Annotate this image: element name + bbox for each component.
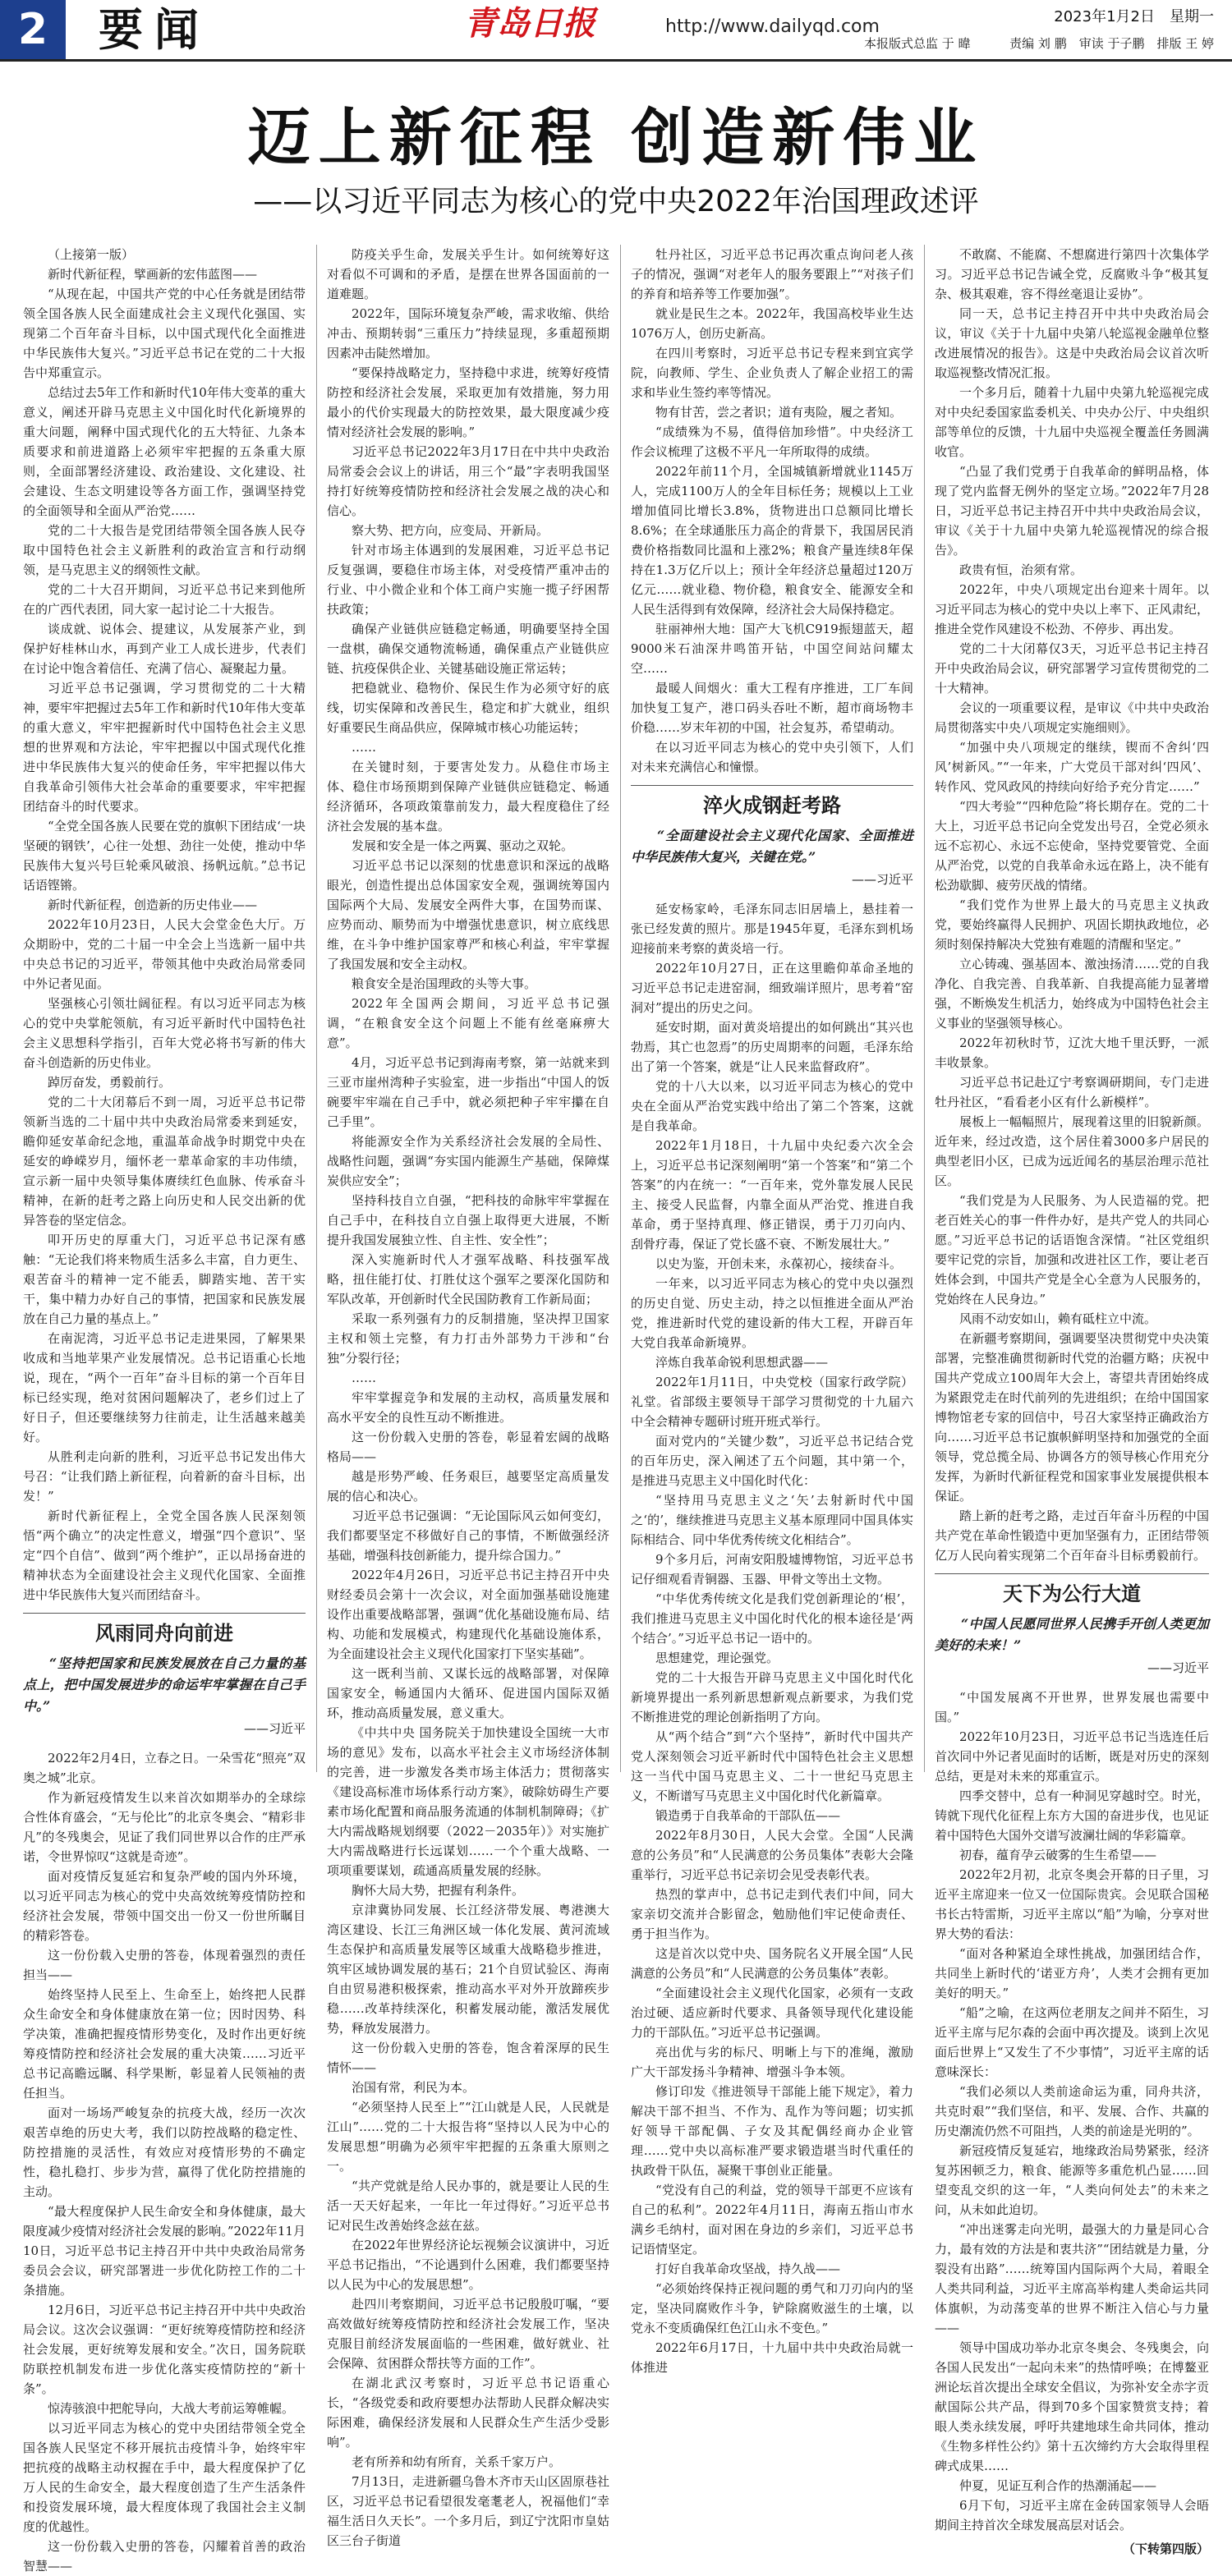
paragraph: 以史为鉴，开创未来，永葆初心，接续奋斗。 [655, 1256, 903, 1271]
paragraph: 立心铸魂、强基固本、激浊扬清……党的自我净化、自我完善、自我革新、自我提高能力显著增强，不断焕发生机活力，始终成为中国特色社会主义事业的坚强领导核心。 [935, 957, 1209, 1031]
paragraph: 2022年6月17日，十九届中共中央政治局就一体推进 [631, 2340, 913, 2375]
paragraph: 9个多月后，河南安阳殷墟博物馆，习近平总书记仔细观看青铜器、玉器、甲骨文等出土文物。 [631, 1552, 913, 1586]
column-divider [924, 245, 925, 1772]
paragraph: 风雨不动安如山，赖有砥柱立中流。 [959, 1311, 1157, 1326]
paragraph: 胸怀大局大势，把握有利条件。 [352, 1883, 525, 1898]
issue-date: 2023年1月2日 星期一 [1054, 8, 1214, 25]
header-rule [0, 59, 1232, 62]
paragraph: 在湖北武汉考察时，习近平总书记语重心长，“各级党委和政府要想办法帮助人民群众解决实际困难，确保经济发展和人民群众生产生活少受影响”。 [327, 2376, 609, 2450]
paragraph: “我们党作为世界上最大的马克思主义执政党，要始终赢得人民拥护、巩固长期执政地位，必须时刻保持解决大党独有难题的清醒和坚定。” [935, 898, 1209, 952]
paragraph: 党的二十大报告是党团结带领全国各族人民夺取中国特色社会主义新胜利的政治宣言和行动纲领，是马克思主义的纲领性文献。 [23, 523, 306, 577]
paragraph: 坚持科技自立自强，“把科技的命脉牢牢掌握在自己手中，在科技自立自强上取得更大进展，不断提升我国发展独立性、自主性、安全性”； [327, 1193, 609, 1247]
paragraph: 针对市场主体遇到的发展困难，习近平总书记反复强调，要稳住市场主体，对受疫情严重冲击的行业、中小微企业和个体工商户实施一揽子纾困帮扶政策； [327, 543, 609, 617]
paragraph: “党没有自己的利益，党的领导干部更不应该有自己的私利”。2022年4月11日，海南五指山市水满乡毛纳村，面对困在身边的乡亲们，习近平总书记语情坚定。 [631, 2183, 913, 2257]
subsection-box [935, 1573, 1209, 1678]
paragraph: “必须始终保持正视问题的勇气和刀刃向内的坚定，坚决同腐败作斗争，铲除腐败滋生的土壤，以党永不变质确保红色江山永不变色。” [631, 2281, 913, 2335]
paragraph: 面对一场场严峻复杂的抗疫大战，经历一次次艰苦卓绝的历史大考，我们以防控战略的稳定性、防控措施的灵活性，有效应对疫情形势的不确定性，稳扎稳打、步步为营，赢得了优化防控措施的主动。 [23, 2105, 306, 2199]
paragraph: 在2022年世界经济论坛视频会议演讲中，习近平总书记指出，“不论遇到什么困难，我们都要坚持以人民为中心的发展思想”。 [327, 2238, 609, 2292]
paragraph: “船”之喻，在这两位老朋友之间并不陌生，习近平主席与尼尔森的会面中再次提及。谈到上次见面后世界上“又发生了不少事情”，习近平主席的话意味深长： [935, 2005, 1209, 2079]
paragraph: 这是首次以党中央、国务院名义开展全国“人民满意的公务员”和“人民满意的公务员集体”表彰。 [631, 1946, 913, 1981]
paragraph: 会议的一项重要议程，是审议《中共中央政治局贯彻落实中央八项规定实施细则》。 [935, 700, 1209, 735]
column-divider [316, 245, 317, 1772]
paragraph: 习近平总书记强调：“无论国际风云如何变幻，我们都要坚定不移做好自己的事情，不断做强经济基础，增强科技创新能力，提升综合国力。” [327, 1508, 609, 1563]
paragraph: 展板上一幅幅照片，展现着这里的旧貌新颜。近年来，经过改造，这个居住着3000多户居民的典型老旧小区，已成为远近闻名的基层治理示范社区。 [935, 1114, 1209, 1188]
paragraph: 党的二十大召开期间，习近平总书记来到他所在的广西代表团，同大家一起讨论二十大报告。 [23, 582, 306, 617]
editor-credits: 责编 刘 鹏 审读 于子鹏 排版 王 婷 [1009, 36, 1214, 51]
paragraph: （上接第一版） [48, 247, 135, 262]
paragraph: 粮食安全是治国理政的头等大事。 [352, 976, 537, 991]
paragraph: “全党全国各族人民要在党的旗帜下团结成‘一块坚硬的钢铁’，心往一处想、劲往一处使，推动中华民族伟大复兴号巨轮乘风破浪、扬帆远航。”总书记话语铿锵。 [23, 819, 306, 893]
paragraph: 2022年2月初，北京冬奥会开幕的日子里，习近平主席迎来一位又一位国际贵宾。会见联合国秘书长古特雷斯，习近平主席以“船”为喻，分享对世界大势的看法： [935, 1867, 1209, 1941]
paragraph: 党的二十大闭幕后不到一周，习近平总书记带领新当选的二十届中共中央政治局常委来到延安，瞻仰延安革命纪念地，重温革命战争时期党中央在延安的峥嵘岁月，缅怀老一辈革命家的丰功伟绩，宣示新一届中央领导集体赓续红色血脉、传承奋斗精神，在新的赶考之路上向历史和人民交出新的优异答卷的坚定信念。 [23, 1095, 306, 1228]
paragraph: 将能源安全作为关系经济社会发展的全局性、战略性问题，强调“夯实国内能源生产基础，保障煤炭供应安全”； [327, 1134, 609, 1188]
paragraph: 2022年全国两会期间，习近平总书记强调，“在粮食安全这个问题上不能有丝毫麻痹大意”。 [327, 996, 609, 1050]
paragraph: 不敢腐、不能腐、不想腐进行第四十次集体学习。习近平总书记告诫全党，反腐败斗争“极其复杂、极其艰难，容不得丝毫退让妥协”。 [935, 247, 1209, 301]
quote-attribution: ——习近平 [1147, 1660, 1209, 1675]
paragraph: 政贵有恒，治须有常。 [959, 562, 1083, 577]
paragraph: 一年来，以习近平同志为核心的党中央以强烈的历史自觉、历史主动，持之以恒推进全面从严治党，推进新时代党的建设新的伟大工程，开辟百年大党自我革命新境界。 [631, 1276, 913, 1350]
paragraph: “成绩殊为不易，值得倍加珍惜”。中央经济工作会议梳理了这极不平凡一年所取得的成绩。 [631, 425, 913, 459]
pull-quote: “全面建设社会主义现代化国家、全面推进中华民族伟大复兴，关键在党。” [631, 828, 913, 865]
subsection-title: 淬火成钢赶考路 [703, 794, 841, 817]
column-3 [631, 245, 913, 2375]
article-subtitle: ——以习近平同志为核心的党中央2022年治国理政述评 [253, 185, 979, 218]
paragraph: 叩开历史的厚重大门，习近平总书记深有感触：“无论我们将来物质生活多么丰富，自力更生、艰苦奋斗的精神一定不能丢，脚踏实地、苦干实干，集中精力办好自己的事情，把国家和民族发展放在自己力量的基点上。” [23, 1233, 306, 1326]
paragraph: “必须坚持人民至上”“江山就是人民，人民就是江山”……党的二十大报告将“坚持以人民为中心的发展思想”明确为必须牢牢把握的五条重大原则之一。 [327, 2100, 609, 2174]
logo-text: 青岛日报 [464, 4, 595, 43]
paragraph: 《中共中央 国务院关于加快建设全国统一大市场的意见》发布，以高水平社会主义市场经济体制的完善，进一步激发各类市场主体活力；贯彻落实《建设高标准市场体系行动方案》，破除妨碍生产要素市场化配置和商品服务流通的体制机制障碍；《扩大内需战略规划纲要（2022－2035年）》对实施扩大内需战略进行长远谋划……一个个重大战略、一项项重要谋划，疏通高质量发展的经脉。 [327, 1725, 609, 1878]
paragraph: 打好自我革命攻坚战，持久战—— [655, 2261, 841, 2276]
paragraph: 治国有常，利民为本。 [352, 2080, 476, 2095]
column-2 [327, 245, 609, 2548]
paragraph: 党的二十大闭幕仅3天，习近平总书记主持召开中央政治局会议，研究部署学习宣传贯彻党的二十大精神。 [935, 641, 1209, 696]
paragraph: 从胜利走向新的胜利，习近平总书记发出伟大号召：“让我们踏上新征程，向着新的奋斗目标，出发！” [23, 1449, 306, 1504]
subsection-box [23, 1613, 306, 1738]
paragraph: 在新疆考察期间，强调要坚决贯彻党中央决策部署，完整准确贯彻新时代党的治疆方略；庆祝中国共产党成立100周年大会上，寄望共青团始终成为紧跟党走在时代前列的先进组织；在给中国国家博物馆老专家的回信中，号召大家坚持正确政治方向……习近平总书记旗帜鲜明坚持和加强党的全面领导，党总揽全局、协调各方的领导核心作用充分发挥，为新时代新征程党和国家事业发展提供根本保证。 [935, 1331, 1209, 1504]
paragraph: 坚强核心引领壮阔征程。有以习近平同志为核心的党中央掌舵领航，有习近平新时代中国特色社会主义思想科学指引，百年大党必将书写新的伟大奋斗创造新的历史伟业。 [23, 996, 306, 1070]
paragraph: 党的二十大报告开辟马克思主义中国化时代化新境界提出一系列新思想新观点新要求，为我们党不断推进党的理论创新指明了方向。 [631, 1670, 913, 1724]
paragraph: 锻造勇于自我革命的干部队伍—— [655, 1808, 841, 1823]
paragraph: 惊涛骇浪中把舵导向，大战大考前运筹帷幄。 [48, 2401, 295, 2416]
paragraph: 2022年10月23日，习近平总书记当选连任后首次同中外记者见面时的话断，既是对历史的深刻总结，更是对未来的郑重宣示。 [935, 1729, 1209, 1784]
paragraph: 赴四川考察期间，习近平总书记殷殷叮嘱，“要高效做好统筹疫情防控和经济社会发展工作，坚决克服目前经济发展面临的一些困难，做好就业、社会保障、贫困群众帮扶等方面的工作”。 [327, 2297, 609, 2371]
article-headline: 迈上新征程 创造新伟业 [247, 101, 985, 174]
paragraph: 党的十八大以来，以习近平同志为核心的党中央在全面从严治党实践中给出了第二个答案，这就是自我革命。 [631, 1079, 913, 1133]
paragraph: 热烈的掌声中，总书记走到代表们中间，同大家亲切交流并合影留念，勉励他们牢记使命责任、勇于担当作为。 [631, 1887, 913, 1941]
paragraph: 确保产业链供应链稳定畅通，明确要坚持全国一盘棋，确保交通物流畅通，确保重点产业链供应链、抗疫保供企业、关键基础设施正常运转； [327, 622, 609, 676]
paragraph: “我们必须以人类前途命运为重，同舟共济，共克时艰”“我们坚信，和平、发展、合作、共赢的历史潮流仍然不可阻挡，人类的前途是光明的”。 [935, 2084, 1209, 2138]
newspaper-logo [464, 2, 595, 46]
paragraph: 2022年前11个月，全国城镇新增就业1145万人，完成1100万人的全年目标任务；规模以上工业增加值同比增长3.8%，货物进出口总额同比增长8.6%；在全球通胀压力高企的背景下，我国居民消费价格指数同比温和上涨2%；粮食产量连续8年保持在1.3万亿斤以上；预计全年经济总量超过120万亿元……就业稳、物价稳，粮食安全、能源安全和人民生活得到有效保障，经济社会大局保持稳定。 [631, 464, 913, 617]
paragraph: 2022年1月11日，中央党校（国家行政学院）礼堂。省部级主要领导干部学习贯彻党的十九届六中全会精神专题研讨班开班式举行。 [631, 1375, 913, 1429]
paragraph: 初春，蕴育孕云破雾的生生希望—— [959, 1848, 1157, 1862]
paragraph: 习近平总书记强调，学习贯彻党的二十大精神，要牢牢把握过去5年工作和新时代10年伟大变革的重大意义，牢牢把握新时代中国特色社会主义思想的世界观和方法论，牢牢把握以中国式现代化推进中华民族伟大复兴的使命任务，牢牢把握以伟大自我革命引领伟大社会革命的重要要求，牢牢把握团结奋斗的时代要求。 [23, 681, 306, 814]
section-title: 要闻 [99, 3, 210, 56]
article-body [23, 245, 1209, 2574]
paragraph: 察大势、把方向，应变局、开新局。 [352, 523, 549, 538]
paragraph: “中华优秀传统文化是我们党创新理论的‘根’，我们推进马克思主义中国化时代化的根本途径是‘两个结合’。”习近平总书记一语中的。 [631, 1591, 913, 1646]
paragraph: 就业是民生之本。2022年，我国高校毕业生达1076万人，创历史新高。 [631, 306, 913, 341]
paragraph: 新时代新征程上，全党全国各族人民深刻领悟“两个确立”的决定性意义，增强“四个意识”、坚定“四个自信”、做到“两个维护”，正以昂扬奋进的精神状态为全面建设社会主义现代化国家、全面推进中华民族伟大复兴而团结奋斗。 [23, 1508, 306, 1602]
website-url[interactable]: http://www.dailyqd.com [665, 16, 880, 37]
paragraph: 新时代新征程，擘画新的宏伟蓝图—— [48, 267, 258, 282]
column-divider [620, 245, 621, 1772]
paragraph: 踏上新的赶考之路，走过百年奋斗历程的中国共产党在革命性锻造中更加坚强有力，正团结带领亿万人民向着实现第二个百年奋斗目标勇毅前行。 [935, 1508, 1209, 1563]
paragraph: 6月下旬，习近平主席在金砖国家领导人会晤期间主持首次全球发展高层对话会。 [935, 2498, 1209, 2532]
paragraph: 谈成就、说体会、提建议，从发展茶产业，到保护好桂林山水，再到产业工人成长进步，代表们在讨论中饱含着信任、充满了信心、凝聚起力量。 [23, 622, 306, 676]
paragraph: 2022年初秋时节，辽沈大地千里沃野，一派丰收景象。 [935, 1035, 1209, 1070]
paragraph: 习近平总书记赴辽宁考察调研期间，专门走进牡丹社区，“看看老小区有什么新模样”。 [935, 1075, 1209, 1109]
paragraph: 牢牢掌握竞争和发展的主动权，高质量发展和高水平安全的良性互动不断推进。 [327, 1390, 609, 1425]
continued-note: （下转第四版） [1122, 2542, 1209, 2556]
paragraph: 仲夏，见证互利合作的热潮涌起—— [959, 2478, 1157, 2493]
paragraph: 习近平总书记2022年3月17日在中共中央政治局常委会会议上的讲话，用三个“最”字表明我国坚持打好统筹疫情防控和经济社会发展之战的决心和信心。 [327, 444, 609, 518]
paragraph: 亮出优与劣的标尺、明晰上与下的准绳，激励广大干部发扬斗争精神、增强斗争本领。 [631, 2045, 913, 2079]
paragraph: 始终坚持人民至上、生命至上，始终把人民群众生命安全和身体健康放在第一位；因时因势、科学决策，准确把握疫情形势变化，及时作出更好统筹疫情防控和经济社会发展的重大决策……习近平总书记高瞻远瞩、科学果断，彰显着人民领袖的责任担当。 [23, 1987, 306, 2101]
paragraph: 把稳就业、稳物价、保民生作为必须守好的底线，切实保障和改善民生，稳定和扩大就业，组织好重要民生商品供应，保障城市核心功能运转； [327, 681, 609, 735]
subsection-box [631, 785, 913, 889]
paragraph: 领导中国成功举办北京冬奥会、冬残奥会，向各国人民发出“一起向未来”的热情呼唤；在博鳌亚洲论坛首次提出全球安全倡议，为弥补安全赤字贡献国际公共产品，得到70多个国家赞赏支持；着眼人类永续发展，呼吁共建地球生命共同体，推动《生物多样性公约》第十五次缔约方大会取得里程碑式成果…… [935, 2340, 1209, 2473]
paragraph: 在关键时刻，于要害处发力。从稳住市场主体、稳住市场预期到保障产业链供应链稳定、畅通经济循环，各项政策靠前发力，最大程度稳住了经济社会发展的基本盘。 [327, 760, 609, 833]
paragraph: “最大程度保护人民生命安全和身体健康，最大限度减少疫情对经济社会发展的影响。”2022年11月10日，习近平总书记主持召开中共中央政治局常务委员会会议，研究部署进一步优化防控工作的二十条措施。 [23, 2204, 306, 2298]
paragraph: 老有所养和幼有所育，关系千家万户。 [352, 2454, 562, 2469]
paragraph: 踔厉奋发，勇毅前行。 [48, 1075, 172, 1090]
paragraph: 2022年4月26日，习近平总书记主持召开中央财经委员会第十一次会议，对全面加强基础设施建设作出重要战略部署，强调“优化基础设施布局、结构、功能和发展模式，构建现代化基础设施体系，为全面建设社会主义现代化国家打下坚实基础”。 [327, 1568, 609, 1661]
paragraph: “冲出迷雾走向光明，最强大的力量是同心合力，最有效的方法是和衷共济”“团结就是力量，分裂没有出路”……统筹国内国际两个大局，着眼全人类共同利益，习近平主席高举构建人类命运共同体旗帜，为动荡变革的世界不断注入信心与力量—— [935, 2222, 1209, 2335]
paragraph: 新时代新征程，创造新的历史伟业—— [48, 898, 258, 912]
page-header [0, 0, 1232, 62]
column-4 [935, 245, 1209, 2556]
layout-director: 本报版式总监 于 暐 [864, 36, 971, 51]
paragraph: “共产党就是给人民办事的，就是要让人民的生活一天天好起来，一年比一年过得好。”习近平总书记对民生改善始终念兹在兹。 [327, 2179, 609, 2233]
paragraph: “我们党是为人民服务、为人民造福的党。把老百姓关心的事一件件办好，是共产党人的共同心愿。”习近平总书记的话语饱含深情。“社区党组织要牢记党的宗旨，加强和改进社区工作，要让老百姓体会到，中国共产党是全心全意为人民服务的，党始终在人民身边。” [935, 1193, 1209, 1306]
paragraph: 作为新冠疫情发生以来首次如期举办的全球综合性体育盛会，“无与伦比”的北京冬奥会、“精彩非凡”的冬残奥会，见证了我们同世界以合作的庄严承诺，令世界惊叹“这就是奇迹”。 [23, 1790, 306, 1864]
paragraph: 这一份份载入史册的答卷，体现着强烈的责任担当—— [23, 1948, 306, 1982]
paragraph: 7月13日，走进新疆乌鲁木齐市天山区固原巷社区，习近平总书记看望很发毫耄老人，祝福他们“幸福生活日久天长”。一个多月后，到辽宁沈阳市皇姑区三台子街道 [327, 2474, 609, 2548]
paragraph: 2022年，中央八项规定出台迎来十周年。以习近平同志为核心的党中央以上率下、正风肃纪，推进全党作风建设不松劲、不停步、再出发。 [935, 582, 1209, 636]
paragraph: “要保持战略定力，坚持稳中求进，统筹好疫情防控和经济社会发展，采取更加有效措施，努力用最小的代价实现最大的防控效果，最大限度减少疫情对经济社会发展的影响。” [327, 365, 609, 439]
pull-quote: “中国人民愿同世界人民携手开创人类更加美好的未来！” [935, 1616, 1209, 1653]
paragraph: 总结过去5年工作和新时代10年伟大变革的重大意义，阐述开辟马克思主义中国化时代化新境界的重大问题，阐释中国式现代化的五大特征、九条本质要求和前进道路上必须牢牢把握的五条重大原则，全面部署经济建设、政治建设、文化建设、社会建设、生态文明建设等各方面工作，强调坚持党的全面领导和全面从严治党…… [23, 385, 306, 518]
paragraph: 2022年10月27日，正在这里瞻仰革命圣地的习近平总书记走进窑洞，细致端详照片，思考着“窑洞对”提出的历史之问。 [631, 961, 913, 1015]
paragraph: 面对疫情反复延宕和复杂严峻的国内外环境，以习近平同志为核心的党中央高效统筹疫情防控和经济社会发展，带领中国交出一份又一份世所瞩目的精彩答卷。 [23, 1869, 306, 1943]
paragraph: “面对各种紧迫全球性挑战，加强团结合作，共同坐上新时代的‘诺亚方舟’，人类才会拥有更加美好的明天。” [935, 1946, 1209, 2000]
paragraph: “从现在起，中国共产党的中心任务就是团结带领全国各族人民全面建成社会主义现代化强国、实现第二个百年奋斗目标，以中国式现代化全面推进中华民族伟大复兴。”习近平总书记在党的二十大报告中郑重宣示。 [23, 287, 306, 380]
column-1 [23, 245, 306, 2574]
paragraph: 淬炼自我革命锐利思想武器—— [655, 1355, 829, 1370]
paragraph: “中国发展离不开世界，世界发展也需要中国。” [935, 1690, 1209, 1724]
quote-attribution: ——习近平 [243, 1721, 306, 1736]
paragraph: 面对党内的“关键少数”，习近平总书记结合党的百年历史，深入阐述了五个问题，其中第一个，是推进马克思主义中国化时代化： [631, 1434, 913, 1488]
page-number: 2 [0, 0, 66, 59]
paragraph: 思想建党，理论强党。 [655, 1651, 779, 1665]
paragraph: 一个多月后，随着十九届中央第九轮巡视完成对中央纪委国家监委机关、中央办公厅、中央组织部等单位的反馈，十九届中央巡视全覆盖任务圆满收官。 [935, 385, 1209, 459]
subsection-title: 风雨同舟向前进 [95, 1622, 233, 1645]
paragraph: 延安时期，面对黄炎培提出的如何跳出“其兴也勃焉，其亡也忽焉”的历史周期率的问题，毛泽东给出了第一个答案，就是“让人民来监督政府”。 [631, 1020, 913, 1074]
paragraph: “加强中央八项规定的继续，锲而不舍纠‘四风’树新风。”“一年来，广大党员干部对纠‘四风’、转作风、党风政风的持续向好给予充分肯定……” [935, 740, 1209, 794]
paragraph: 2022年，国际环境复杂严峻，需求收缩、供给冲击、预期转弱“三重压力”持续显现，多重超预期因素冲击陡然增加。 [327, 306, 609, 360]
paragraph: 以习近平同志为核心的党中央团结带领全党全国各族人民坚定不移开展抗击疫情斗争，始终牢牢把抗疫的战略主动权握在手中，最大程度保护了亿万人民的生命安全，最大程度创造了生产生活条件和投资发展环境，最大程度体现了我国社会主义制度的优越性。 [23, 2421, 306, 2534]
paragraph: 越是形势严峻、任务艰巨，越要坚定高质量发展的信心和决心。 [327, 1469, 609, 1504]
paragraph: 四季交替中，总有一种洞见穿越时空。时光，铸就下现代化征程上东方大国的奋进步伐，也见证着中国特色大国外交谱写波澜壮阔的华彩篇章。 [935, 1789, 1209, 1843]
paragraph: 这一份份载入史册的答卷，饱含着深厚的民生情怀—— [327, 2041, 609, 2075]
paragraph: 2022年1月18日，十九届中央纪委六次全会上，习近平总书记深刻阐明“第一个答案”和“第二个答案”的内在统一：“一百年来，党外靠发展人民民主、接受人民监督，内靠全面从严治党、推进自我革命，勇于坚持真理、修正错误，勇于刀刃向内、刮骨疗毒，保证了党长盛不衰、不断发展壮大。” [631, 1138, 913, 1251]
paragraph: …… [352, 1371, 376, 1385]
paragraph: 驻丽神州大地：国产大飞机C919振翅蓝天，超9000米石油深井鸣笛开钻，中国空间站问耀太空…… [631, 622, 913, 676]
pull-quote: “坚持把国家和民族发展放在自己力量的基点上，把中国发展进步的命运牢牢掌握在自己手中。” [23, 1655, 306, 1714]
paragraph: 物有甘苦，尝之者识；道有夷险，履之者知。 [655, 405, 903, 420]
paragraph: 同一天，总书记主持召开中共中央政治局会议，审议《关于十九届中央第八轮巡视金融单位整改进展情况的报告》。这是中央政治局会议首次听取巡视整改情况汇报。 [935, 306, 1209, 380]
paragraph: 在以习近平同志为核心的党中央引领下，人们对未来充满信心和憧憬。 [631, 740, 913, 774]
paragraph: 4月，习近平总书记到海南考察，第一站就来到三亚市崖州湾种子实验室，进一步指出“中国人的饭碗要牢牢端在自己手中，就必须把种子牢牢攥在自己手里”。 [327, 1055, 609, 1129]
paragraph: 2022年10月23日，人民大会堂金色大厅。万众期盼中，党的二十届一中全会上当选新一届中共中央总书记的习近平，带领其他中央政治局常委同中外记者见面。 [23, 917, 306, 991]
paragraph: “全面建设社会主义现代化国家，必须有一支政治过硬、适应新时代要求、具备领导现代化建设能力的干部队伍。”习近平总书记强调。 [631, 1986, 913, 2040]
paragraph: 在四川考察时，习近平总书记专程来到宜宾学院，向教师、学生、企业负责人了解企业招工的需求和毕业生签约率等情况。 [631, 346, 913, 400]
paragraph: 2022年8月30日，人民大会堂。全国“人民满意的公务员”和“人民满意的公务员集体”表彰大会隆重举行，习近平总书记亲切会见受表彰代表。 [631, 1828, 913, 1882]
paragraph: 在南泥湾，习近平总书记走进果园，了解果果收成和当地苹果产业发展情况。总书记语重心长地说，现在，“两个一百年”奋斗目标的第一个百年目标已经实现，绝对贫困问题解决了，老乡们过上了好日子，但还要继续努力往前走，让生活越来越美好。 [23, 1331, 306, 1444]
paragraph: 发展和安全是一体之两翼、驱动之双轮。 [352, 838, 574, 853]
paragraph: 从“两个结合”到“六个坚持”，新时代中国共产党人深刻领会习近平新时代中国特色社会主义思想这一当代中国马克思主义、二十一世纪马克思主义，不断谱写马克思主义中国化时代化新篇章。 [631, 1729, 913, 1803]
paragraph: 采取一系列强有力的反制措施，坚决捍卫国家主权和领土完整，有力打击外部势力干涉和“台独”分裂行径； [327, 1311, 609, 1366]
paragraph: 深入实施新时代人才强军战略、科技强军战略，扭住能打仗、打胜仗这个强军之要深化国防和军队改革，开创新时代全民国防教育工作新局面； [327, 1252, 609, 1306]
paragraph: 修订印发《推进领导干部能上能下规定》，着力解决干部不担当、不作为、乱作为等问题；切实抓好领导干部配偶、子女及其配偶经商办企业管理……党中央以高标准严要求锻造堪当时代重任的执政骨干队伍，凝聚干事创业正能量。 [631, 2084, 913, 2178]
paragraph: 2022年2月4日，立春之日。一朵雪花“照亮”双奥之城”北京。 [23, 1751, 306, 1785]
paragraph: 这一份份载入史册的答卷，闪耀着首善的政治智慧—— [23, 2539, 306, 2574]
paragraph: “四大考验”“四种危险”将长期存在。党的二十大上，习近平总书记向全党发出号召，全党必须永远不忘初心、永远不忘使命，坚持党要管党、全面从严治党，以党的自我革命永远在路上，决不能有松劲歇脚、疲劳厌战的情绪。 [935, 799, 1209, 893]
paragraph: 新冠疫情反复延宕，地缘政治局势紧张，经济复苏困顿乏力，粮食、能源等多重危机凸显……回望变乱交织的这一年，“人类向何处去”的未来之问，从未如此迫切。 [935, 2143, 1209, 2217]
paragraph: “凸显了我们党勇于自我革命的鲜明品格，体现了党内监督无例外的坚定立场。”2022年7月28日，习近平总书记主持召开中共中央政治局会议，审议《关于十九届中央第九轮巡视情况的综合报告》。 [935, 464, 1209, 558]
paragraph: 习近平总书记以深刻的忧患意识和深远的战略眼光，创造性提出总体国家安全观，强调统筹国内国际两个大局、发展安全两件大事，在国势而谋、应势而动、顺势而为中增强忧患意识，树立底线思维，在斗争中维护国家尊严和核心利益，牢牢掌握了我国发展和安全主动权。 [327, 858, 609, 971]
quote-attribution: ——习近平 [851, 872, 913, 887]
paragraph: 这一份份载入史册的答卷，彰显着宏阔的战略格局—— [327, 1430, 609, 1464]
paragraph: 12月6日，习近平总书记主持召开中共中央政治局会议。这次会议强调：“更好统筹疫情防控和经济社会发展，更好统筹发展和安全。”次日，国务院联防联控机制发布进一步优化落实疫情防控的“新十条”。 [23, 2303, 306, 2396]
subsection-title: 天下为公行大道 [1003, 1582, 1141, 1605]
paragraph: 这一既利当前、又谋长远的战略部署，对保障国家安全，畅通国内大循环、促进国内国际双循环，推动高质量发展，意义重大。 [327, 1666, 609, 1720]
paragraph: 京津冀协同发展、长江经济带发展、粤港澳大湾区建设、长江三角洲区域一体化发展、黄河流域生态保护和高质量发展等区域重大战略稳步推进，筑牢区域协调发展的基石；21个自贸试验区、海南自由贸易港积极探索，推动高水平对外开放蹄疾步稳……改革持续深化，积蓄发展动能，激活发展优势，释放发展潜力。 [327, 1903, 609, 2036]
paragraph: 牡丹社区，习近平总书记再次重点询问老人孩子的情况，强调“对老年人的服务要跟上”“对孩子们的养育和培养等工作要加强”。 [631, 247, 913, 301]
paragraph: 最暖人间烟火：重大工程有序推进，工厂车间加快复工复产，港口码头吞吐不断，超市商场物丰价稳……岁末年初的中国，社会复苏，希望萌动。 [631, 681, 913, 735]
paragraph: 延安杨家岭，毛泽东同志旧居墙上，悬挂着一张已经发黄的照片。那是1945年夏，毛泽东到机场迎接前来考察的黄炎培一行。 [631, 902, 913, 956]
paragraph: “坚持用马克思主义之‘矢’去射新时代中国之‘的’，继续推进马克思主义基本原理同中国具体实际相结合、同中华优秀传统文化相结合”。 [631, 1493, 913, 1547]
paragraph: 防疫关乎生命，发展关乎生计。如何统筹好这对看似不可调和的矛盾，是摆在世界各国面前的一道难题。 [327, 247, 609, 301]
paragraph: …… [352, 740, 376, 755]
